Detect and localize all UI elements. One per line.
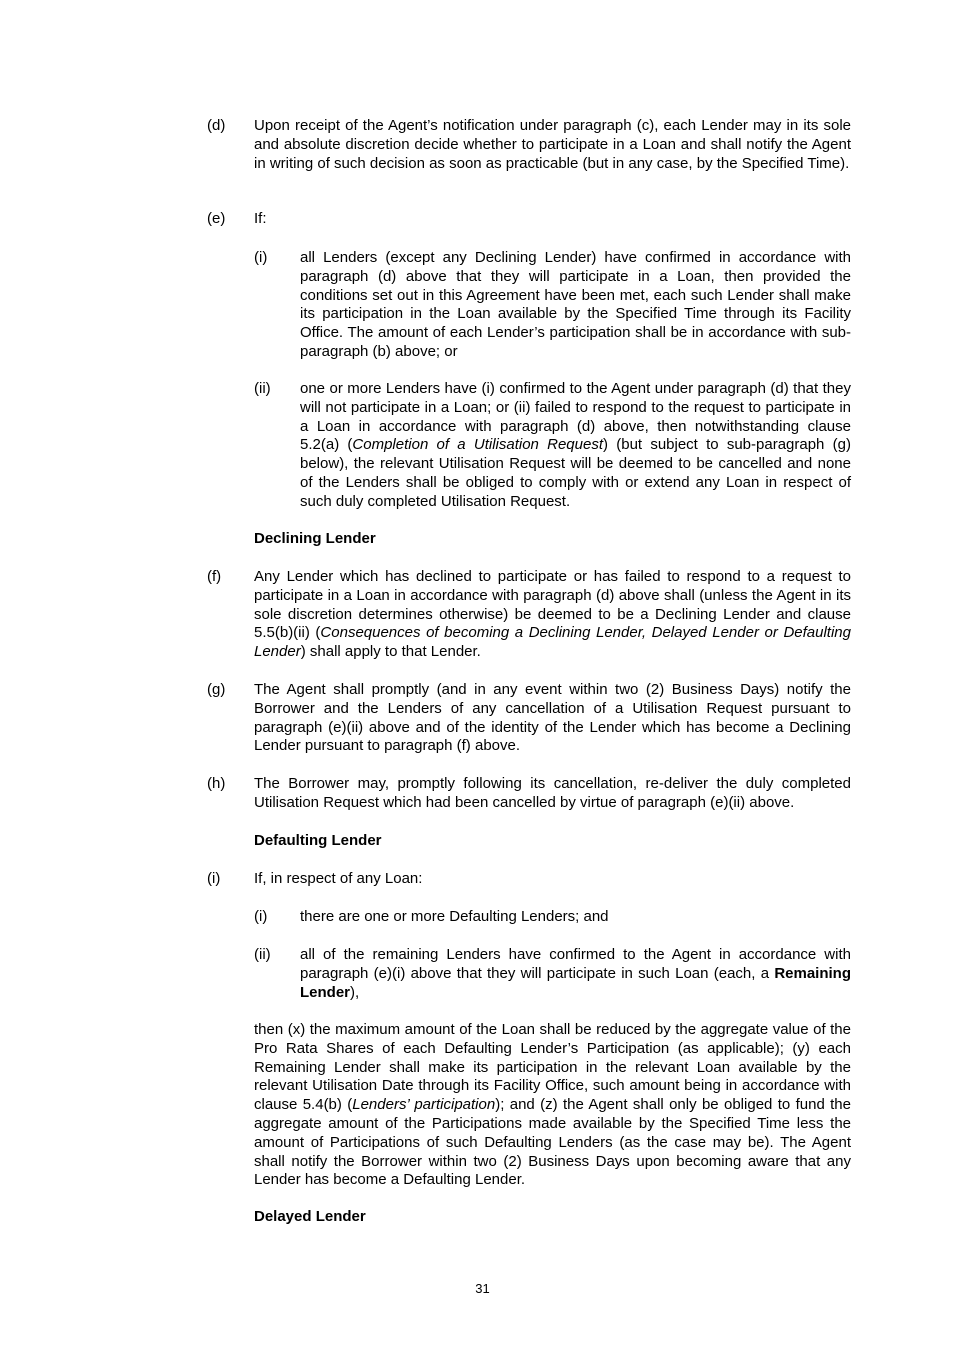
subparagraph-e-ii-text: one or more Lenders have (i) confirmed to the Agent under paragraph (d) that they will not participate in a Loan; or (ii) failed to respond to the request to participate in a Loan in accordance with paragraph (d) above, then notwithstanding clause 5.2(a) (Completion of a Utilisation Request) (but subject to sub-paragraph (g) below), the relevant Utilisation Request will be deemed to be cancelled and none of the Lenders shall be obliged to comply with or extend any Loan in respect of such duly completed Utilisation Request. bbox=[300, 380, 851, 510]
paragraph-h-text: The Borrower may, promptly following its cancellation, re-deliver the duly completed Utilisation Request which had been cancelled by virtue of paragraph (e)(ii) above. bbox=[254, 775, 851, 811]
paragraph-label-g: (g) bbox=[207, 681, 226, 698]
subparagraph-label-i-ii: (ii) bbox=[254, 946, 271, 963]
paragraph-f-text: Any Lender which has declined to participate or has failed to respond to a request to participate in a Loan in accordance with paragraph (d) above shall (unless the Agent in its sole discretion determines otherwise) be deemed to be a Declining Lender and clause 5.5(b)(ii) (Consequences of becoming a Declining Lender, Delayed Lender or Defaulting Lender) shall apply to that Lender. bbox=[254, 568, 851, 661]
clause-reference-title: Completion of a Utilisation Request bbox=[352, 436, 603, 454]
subparagraph-i-ii-text: all of the remaining Lenders have confirmed to the Agent in accordance with paragraph (e)(i) above that they will participate in such Loan (each, a Remaining Lender), bbox=[300, 946, 851, 1001]
paragraph-label-f: (f) bbox=[207, 568, 222, 585]
paragraph-label-h: (h) bbox=[207, 775, 226, 792]
paragraph-label-d: (d) bbox=[207, 117, 226, 134]
subparagraph-label-i-i: (i) bbox=[254, 908, 268, 925]
paragraph-label-e: (e) bbox=[207, 210, 226, 227]
paragraph-d-text: Upon receipt of the Agent’s notification under paragraph (c), each Lender may in its sole and absolute discretion decide whether to participate in a Loan and shall notify the Agent in writing of such decision as soon as practicable (but in any case, by the Specified Time). bbox=[254, 117, 851, 172]
section-heading-delayed-lender: Delayed Lender bbox=[254, 1208, 366, 1225]
clause-reference-title: Consequences of becoming a Declining Lender, Delayed Lender or Defaulting Lender bbox=[254, 624, 851, 661]
section-heading-defaulting-lender: Defaulting Lender bbox=[254, 832, 382, 849]
page-number: 31 bbox=[475, 1281, 490, 1296]
subparagraph-e-i-text: all Lenders (except any Declining Lender) have confirmed in accordance with paragraph (d) above that they will participate in a Loan, then provided the conditions set out in this Agreement have been met, each such Lender shall make its participation in the Loan available by the Specified Time through its Facility Office. The amount of each Lender’s participation shall be in accordance with sub-paragraph (b) above; or bbox=[300, 249, 851, 360]
paragraph-label-i: (i) bbox=[207, 870, 221, 887]
section-heading-declining-lender: Declining Lender bbox=[254, 530, 376, 547]
paragraph-i-text: If, in respect of any Loan: bbox=[254, 870, 423, 887]
subparagraph-i-i-text: there are one or more Defaulting Lenders; and bbox=[300, 908, 609, 925]
paragraph-e-text: If: bbox=[254, 210, 267, 227]
subparagraph-label-e-ii: (ii) bbox=[254, 380, 271, 397]
paragraph-i-continuation-text: then (x) the maximum amount of the Loan shall be reduced by the aggregate value of the Pro Rata Shares of each Defaulting Lender’s Participation (as applicable); (y) each Remaining Lender shall make its participation in the relevant Loan available by the relevant Utilisation Date through its Facility Office, such amount being in accordance with clause 5.4(b) (Lenders’ participation); and (z) the Agent shall only be obliged to fund the aggregate amount of the Participations made available by the Specified Time less the amount of Participations of such Defaulting Lenders (as the case may be). The Agent shall notify the Borrower within two (2) Business Days upon becoming aware that any Lender has become a Defaulting Lender. bbox=[254, 1021, 851, 1189]
clause-reference-title: Lenders’ participation bbox=[352, 1096, 496, 1114]
defined-term: Remaining Lender bbox=[300, 964, 851, 1001]
subparagraph-label-e-i: (i) bbox=[254, 249, 268, 266]
paragraph-g-text: The Agent shall promptly (and in any event within two (2) Business Days) notify the Borrower and the Lenders of any cancellation of a Utilisation Request pursuant to paragraph (e)(ii) above and of the identity of the Lender which has become a Declining Lender pursuant to paragraph (f) above. bbox=[254, 681, 851, 755]
